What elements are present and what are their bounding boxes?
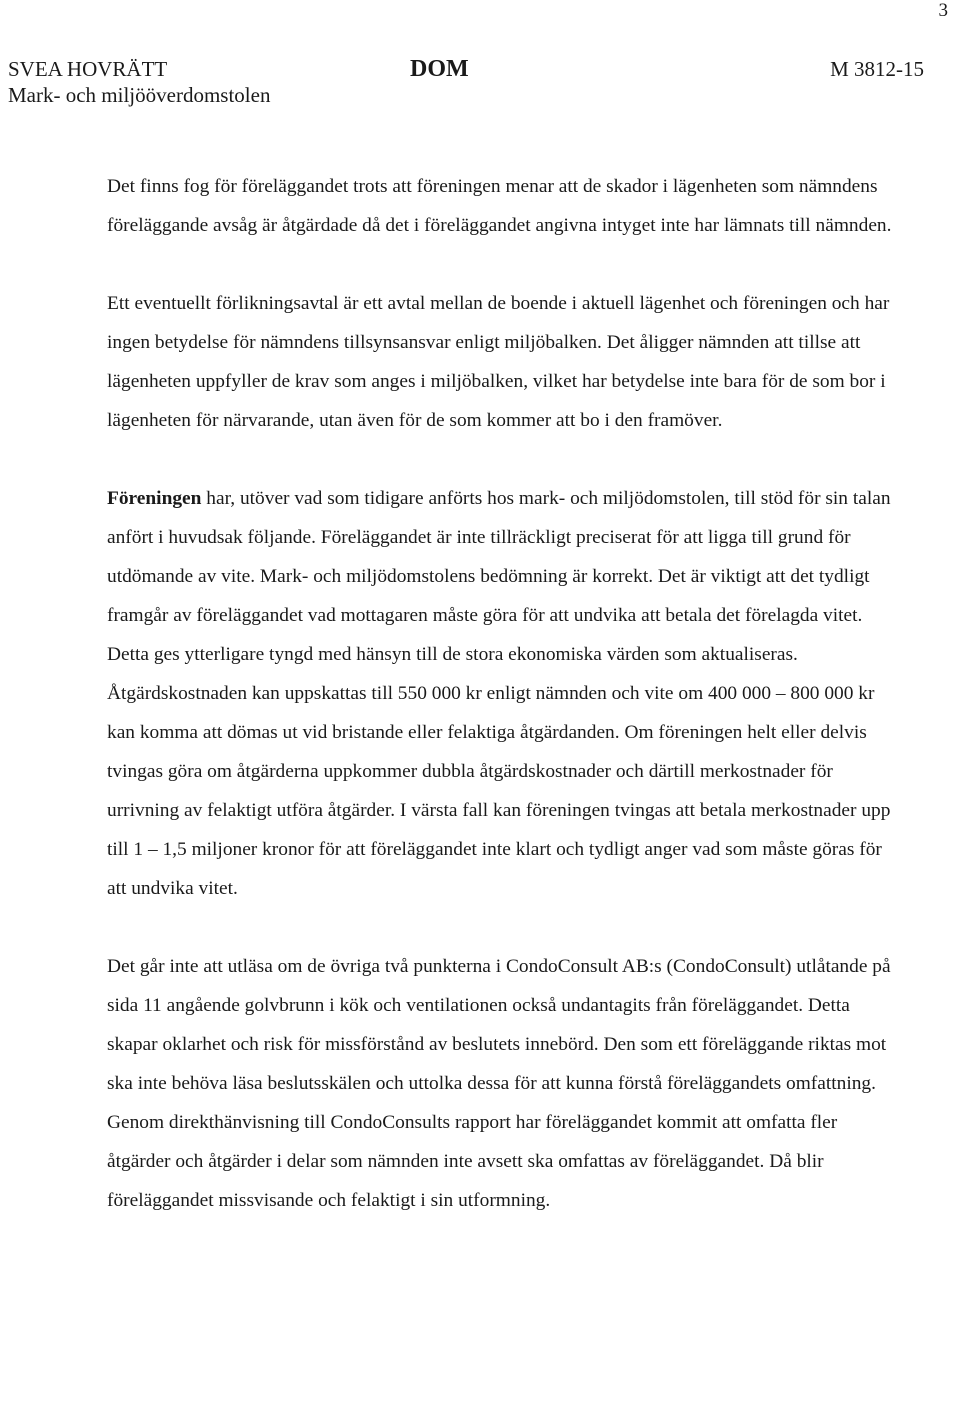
case-number: M 3812-15 — [830, 57, 924, 81]
page-number: 3 — [938, 0, 948, 21]
document-header — [8, 56, 928, 108]
court-division: Mark- och miljööverdomstolen — [8, 83, 271, 107]
document-body — [107, 167, 897, 1220]
court-name: SVEA HOVRÄTT — [8, 57, 168, 81]
document-type: DOM — [410, 56, 469, 82]
paragraph-lead-foreningen: Föreningen — [107, 488, 202, 509]
paragraph-foreningen-text: har, utöver vad som tidigare anförts hos mark- och miljödomstolen, till stöd för sin talan anfört i huvudsak följande. Föreläggandet är inte tillräckligt preciserat för att ligga till grund för utdömande av vite. Mark- och miljödomstolens bedömning är korrekt. Det är viktigt att det tydligt framgår av föreläggandet vad mottagaren måste göra för att undvika att betala det förelagda vitet. Detta ges ytterligare tyngd med hänsyn till de stora ekonomiska värden som aktualiseras. Åtgärdskostnaden kan uppskattas till 550 000 kr enligt nämnden och vite om 400 000 – 800 000 kr kan komma att dömas ut vid bristande eller felaktiga åtgärdanden. Om föreningen helt eller delvis tvingas göra om åtgärderna uppkommer dubbla åtgärdskostnader och därtill merkostnader för urrivning av felaktigt utföra åtgärder. I värsta fall kan föreningen tvingas att betala merkostnader upp till 1 – 1,5 miljoner kronor för att föreläggandet inte klart och tydligt anger vad som måste göras för att undvika vitet. — [107, 488, 891, 899]
paragraph-fog-for-forelaggandet: Det finns fog för föreläggandet trots att föreningen menar att de skador i lägenheten som nämndens föreläggande avsåg är åtgärdade då det i föreläggandet angivna intyget inte har lämnats till nämnden. — [107, 176, 892, 236]
paragraph-forlikningsavtal: Ett eventuellt förlikningsavtal är ett avtal mellan de boende i aktuell lägenhet och föreningen och har ingen betydelse för nämndens tillsynsansvar enligt miljöbalken. Det åligger nämnden att tillse att lägenheten uppfyller de krav som anges i miljöbalken, vilket har betydelse inte bara för de som bor i lägenheten för närvarande, utan även för de som kommer att bo i den framöver. — [107, 293, 890, 431]
paragraph-condoconsult: Det går inte att utläsa om de övriga två punkterna i CondoConsult AB:s (CondoConsult) utlåtande på sida 11 angående golvbrunn i kök och ventilationen också undantagits från föreläggandet. Detta skapar oklarhet och risk för missförstånd av beslutets innebörd. Den som ett föreläggande riktas mot ska inte behöva läsa beslutsskälen och uttolka dessa för att kunna förstå föreläggandets omfattning. Genom direkthänvisning till CondoConsults rapport har föreläggandet kommit att omfatta fler åtgärder och åtgärder i delar som nämnden inte avsett ska omfattas av föreläggandet. Då blir föreläggandet missvisande och felaktigt i sin utformning. — [107, 956, 891, 1211]
paragraph-foreningen-talan — [107, 479, 897, 908]
